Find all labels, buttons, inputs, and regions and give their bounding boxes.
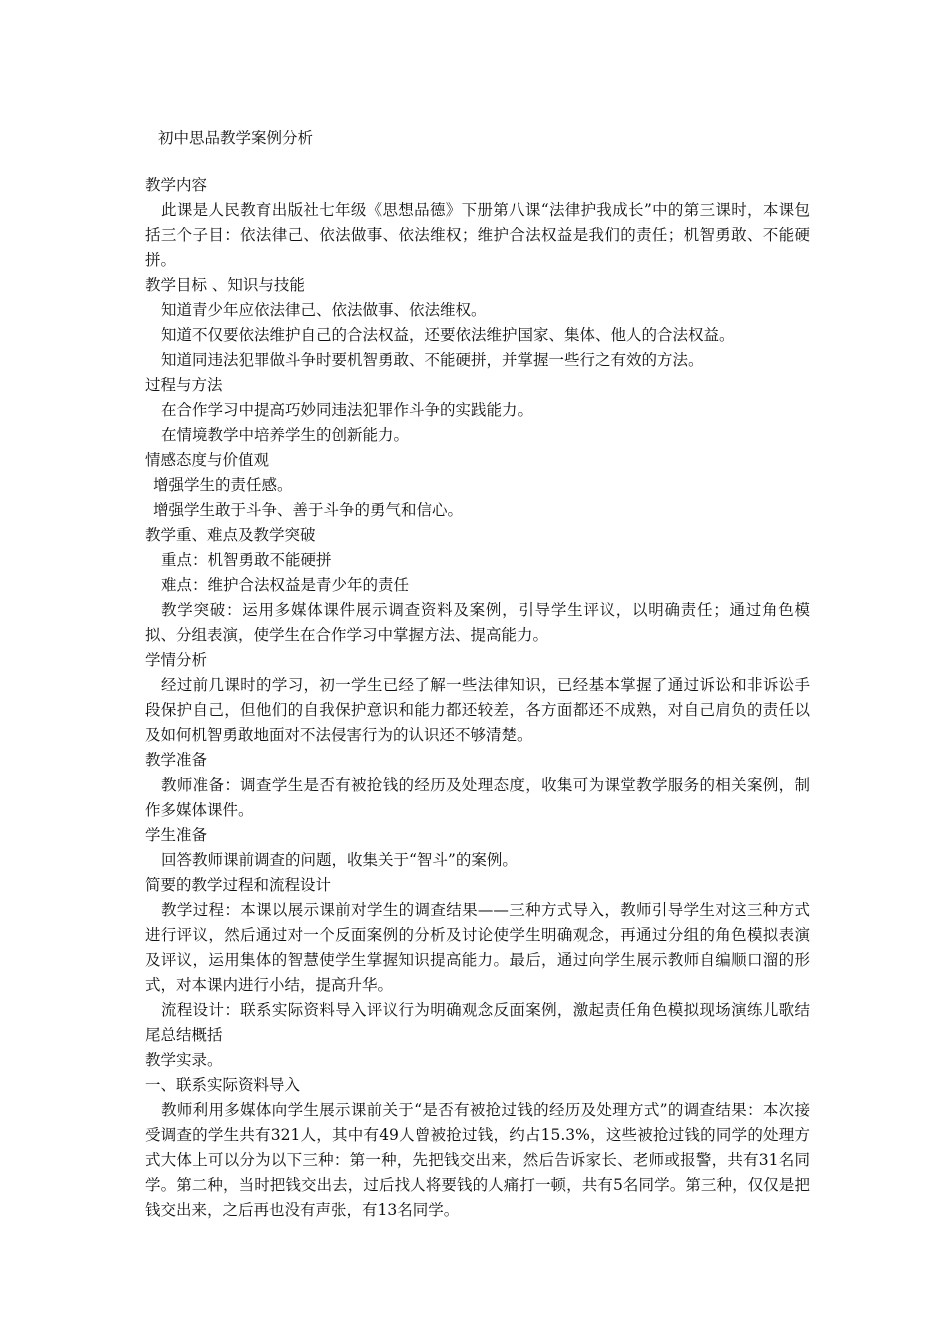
- body-paragraph: 在情境教学中培养学生的创新能力。: [161, 426, 410, 444]
- document-body: [145, 173, 810, 1223]
- section-heading: 情感态度与价值观: [145, 451, 270, 469]
- body-paragraph: 在合作学习中提高巧妙同违法犯罪作斗争的实践能力。: [161, 401, 534, 419]
- body-paragraph: 流程设计：联系实际资料导入评议行为明确观念反面案例，激起责任角色模拟现场演练儿歌结尾总结概括: [145, 1001, 810, 1044]
- body-paragraph: 知道同违法犯罪做斗争时要机智勇敢、不能硬拼，并掌握一些行之有效的方法。: [161, 351, 704, 369]
- body-paragraph: 重点：机智勇敢不能硬拼: [161, 551, 332, 569]
- body-paragraph: 教学突破：运用多媒体课件展示调查资料及案例，引导学生评议，以明确责任；通过角色模拟、分组表演，使学生在合作学习中掌握方法、提高能力。: [145, 601, 810, 644]
- body-paragraph: 知道青少年应依法律己、依法做事、依法维权。: [161, 301, 487, 319]
- body-paragraph: 经过前几课时的学习，初一学生已经了解一些法律知识，已经基本掌握了通过诉讼和非诉讼手段保护自己，但他们的自我保护意识和能力都还较差，各方面都还不成熟，对自己肩负的责任以及如何机智勇敢地面对不法侵害行为的认识还不够清楚。: [145, 676, 810, 744]
- section-heading: 教学准备: [145, 751, 208, 769]
- section-heading: 教学实录。: [145, 1051, 223, 1069]
- section-heading: 教学目标 、知识与技能: [145, 276, 305, 294]
- body-paragraph: 此课是人民教育出版社七年级《思想品德》下册第八课“法律护我成长”中的第三课时，本课包括三个子目：依法律己、依法做事、依法维权；维护合法权益是我们的责任；机智勇敢、不能硬拼。: [145, 201, 810, 269]
- section-heading: 一、联系实际资料导入: [145, 1076, 301, 1094]
- section-heading: 简要的教学过程和流程设计: [145, 876, 332, 894]
- document-title: 初中思品教学案例分析: [158, 129, 314, 147]
- body-paragraph: 难点：维护合法权益是青少年的责任: [161, 576, 410, 594]
- section-heading: 过程与方法: [145, 376, 223, 394]
- body-paragraph: 知道不仅要依法维护自己的合法权益，还要依法维护国家、集体、他人的合法权益。: [161, 326, 735, 344]
- body-paragraph: 教学过程：本课以展示课前对学生的调查结果——三种方式导入，教师引导学生对这三种方式进行评议，然后通过对一个反面案例的分析及讨论使学生明确观念，再通过分组的角色模拟表演及评议，运用集体的智慧使学生掌握知识提高能力。最后，通过向学生展示教师自编顺口溜的形式，对本课内进行小结，提高升华。: [145, 901, 810, 994]
- body-paragraph: 教师利用多媒体向学生展示课前关于“是否有被抢过钱的经历及处理方式”的调查结果：本次接受调查的学生共有321人，其中有49人曾被抢过钱，约占15.3%，这些被抢过钱的同学的处理方式大体上可以分为以下三种：第一种，先把钱交出来，然后告诉家长、老师或报警，共有31名同学。第二种，当时把钱交出去，过后找人将要钱的人痛打一顿，共有5名同学。第三种，仅仅是把钱交出来，之后再也没有声张，有13名同学。: [145, 1101, 810, 1219]
- body-paragraph: 教师准备：调查学生是否有被抢钱的经历及处理态度，收集可为课堂教学服务的相关案例，制作多媒体课件。: [145, 776, 810, 819]
- body-paragraph: 增强学生的责任感。: [153, 476, 293, 494]
- section-heading: 教学内容: [145, 176, 208, 194]
- section-heading: 教学重、难点及教学突破: [145, 526, 316, 544]
- body-paragraph: 回答教师课前调查的问题，收集关于“智斗”的案例。: [161, 851, 518, 869]
- body-paragraph: 增强学生敢于斗争、善于斗争的勇气和信心。: [153, 501, 464, 519]
- section-heading: 学生准备: [145, 826, 208, 844]
- section-heading: 学情分析: [145, 651, 208, 669]
